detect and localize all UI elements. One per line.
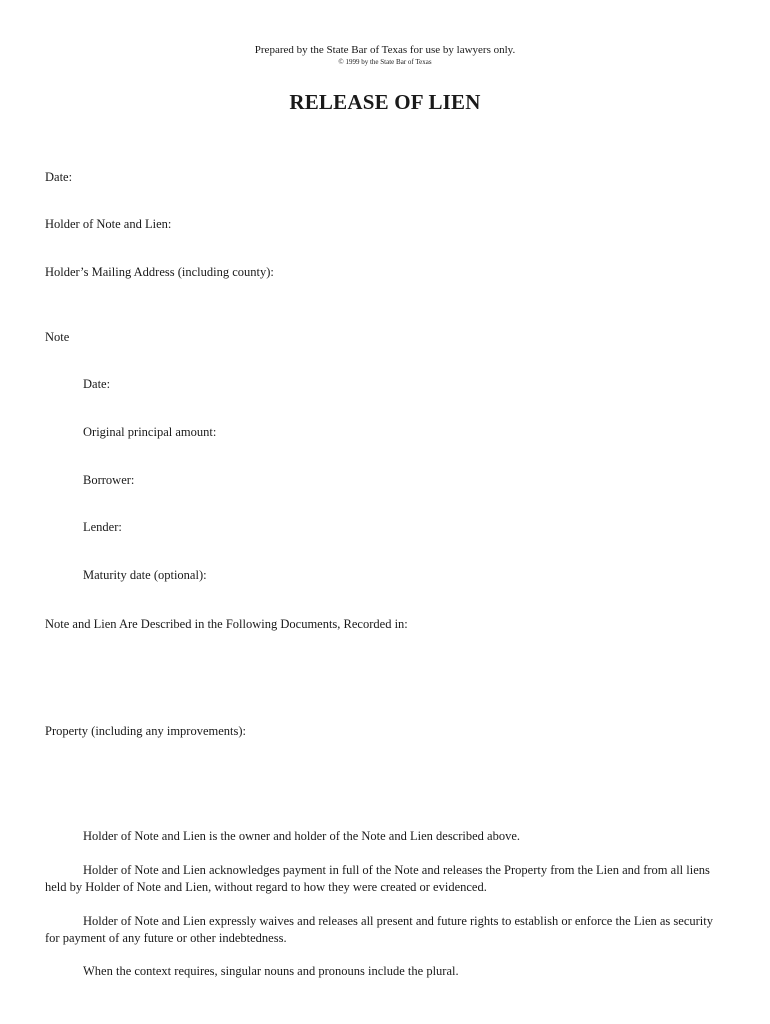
- holder-label: Holder of Note and Lien:: [45, 217, 172, 231]
- lender-label: Lender:: [83, 520, 122, 534]
- waiver-paragraph: Holder of Note and Lien expressly waives and releases all present and future rights to establish or enforce the Lien as security for payment of any future or other indebtedness.: [45, 914, 713, 945]
- maturity-date-label: Maturity date (optional):: [83, 568, 207, 582]
- ownership-paragraph: Holder of Note and Lien is the owner and holder of the Note and Lien described above.: [83, 829, 521, 843]
- release-paragraph: Holder of Note and Lien acknowledges payment in full of the Note and releases the Property from the Lien and from all liens held by Holder of Note and Lien, without regard to how they were created or evidenced.: [45, 863, 710, 894]
- note-heading: Note: [45, 330, 70, 344]
- plural-paragraph: When the context requires, singular nouns and pronouns include the plural.: [83, 964, 459, 978]
- date-label: Date:: [45, 170, 73, 184]
- holder-address-label: Holder’s Mailing Address (including county):: [45, 265, 274, 279]
- note-date-label: Date:: [83, 377, 111, 391]
- copyright-notice: © 1999 by the State Bar of Texas: [338, 58, 432, 66]
- document-title: RELEASE OF LIEN: [289, 90, 481, 114]
- original-principal-label: Original principal amount:: [83, 425, 217, 439]
- prepared-by-notice: Prepared by the State Bar of Texas for use by lawyers only.: [254, 44, 516, 56]
- documents-label: Note and Lien Are Described in the Following Documents, Recorded in:: [45, 617, 408, 631]
- property-label: Property (including any improvements):: [45, 724, 247, 738]
- borrower-label: Borrower:: [83, 473, 135, 487]
